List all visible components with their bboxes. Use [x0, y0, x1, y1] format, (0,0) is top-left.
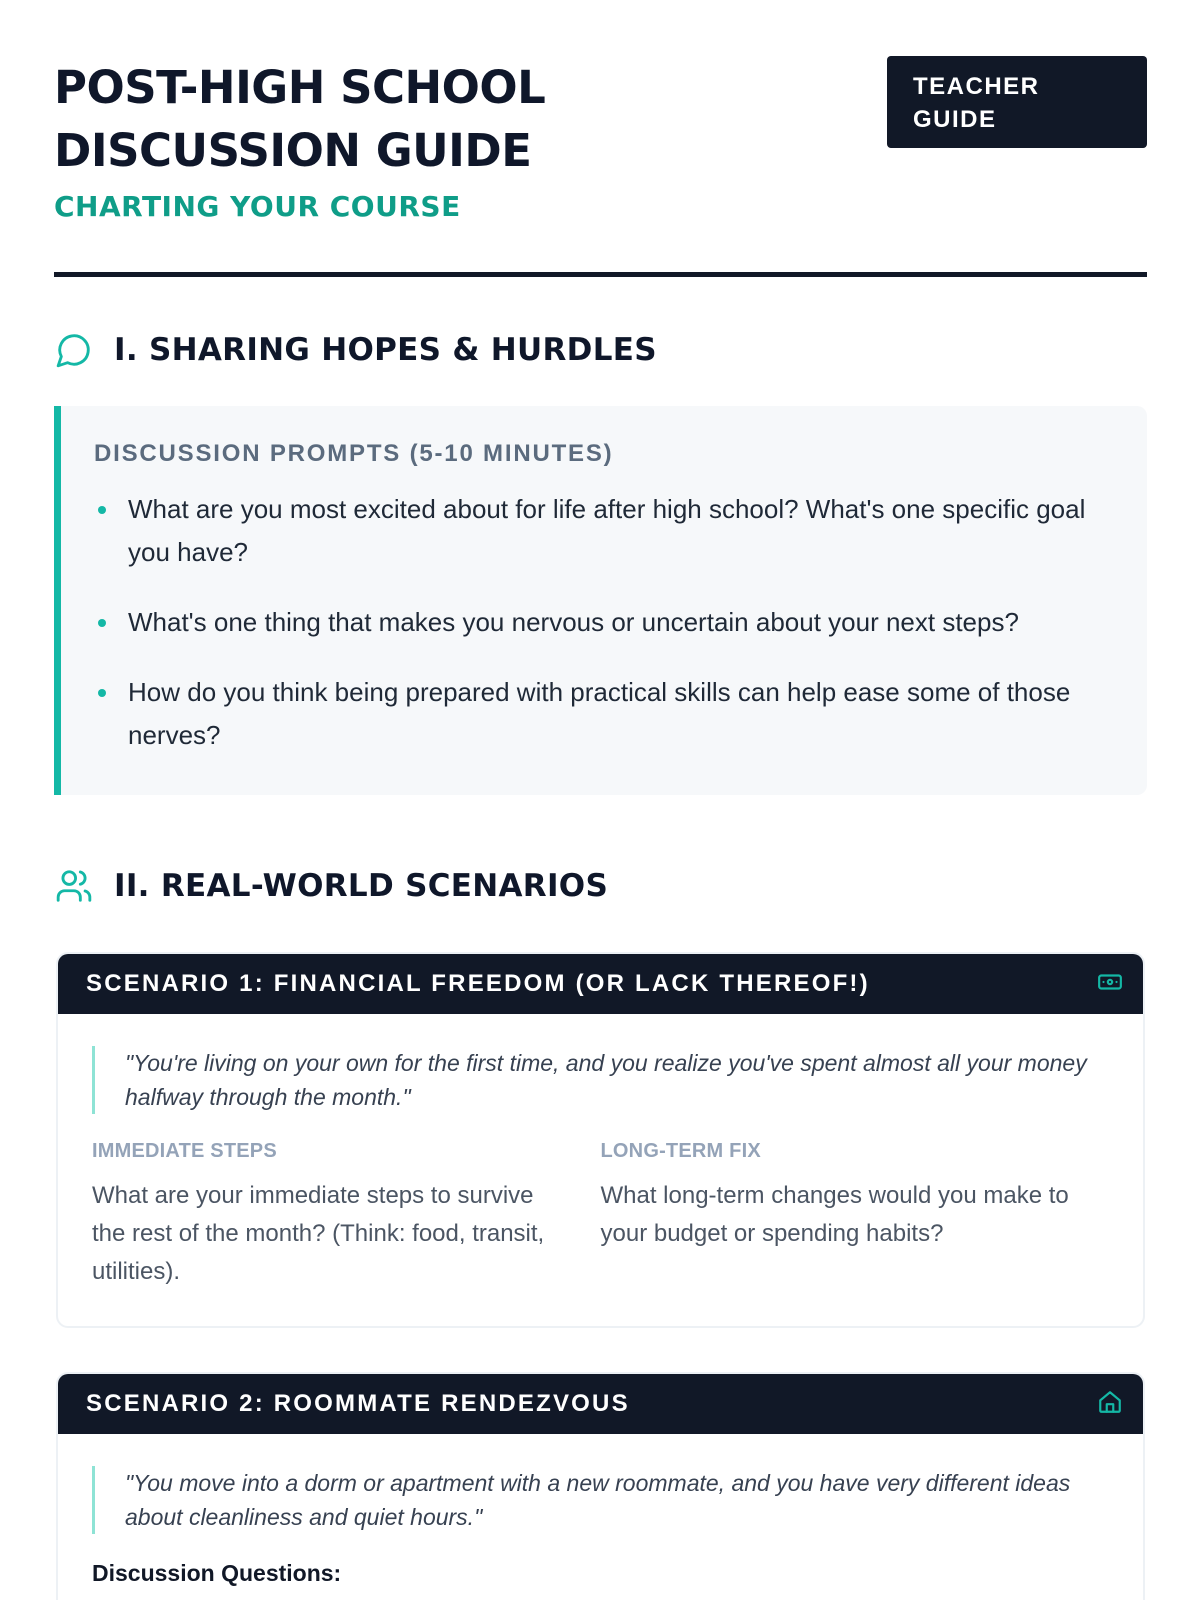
- immediate-steps-text: What are your immediate steps to survive the rest of the month? (Think: food, transit, utilities).: [92, 1182, 545, 1285]
- scenario-1-columns: [92, 1140, 1109, 1291]
- scenario-2-quote: "You move into a dorm or apartment with a new roommate, and you have very different ideas about cleanliness and quiet hours.": [92, 1466, 1109, 1534]
- scenario-1-header: [58, 954, 1143, 1014]
- page-title: [54, 56, 754, 182]
- prompts-label: DISCUSSION PROMPTS (5-10 MINUTES): [94, 440, 614, 467]
- long-term-fix-text: What long-term changes would you make to your budget or spending habits?: [600, 1182, 1069, 1247]
- prompt-item: What are you most excited about for life after high school? What's one specific goal you have?: [94, 488, 1117, 574]
- immediate-steps-label: IMMEDIATE STEPS: [92, 1140, 277, 1162]
- scenario-card-2: [56, 1372, 1145, 1600]
- users-icon: [54, 866, 94, 906]
- prompt-item: What's one thing that makes you nervous or uncertain about your next steps?: [94, 601, 1117, 644]
- section-2-heading: [54, 866, 608, 906]
- prompt-item: How do you think being prepared with practical skills can help ease some of those nerves?: [94, 671, 1117, 757]
- chat-bubble-icon: [54, 330, 94, 370]
- immediate-steps-column: [92, 1140, 601, 1291]
- title-line-2: DISCUSSION GUIDE: [54, 124, 532, 177]
- money-icon: [1097, 969, 1123, 1000]
- discussion-questions-label: Discussion Questions:: [92, 1560, 342, 1586]
- scenario-2-body: [58, 1434, 1143, 1587]
- teacher-guide-badge: [887, 56, 1147, 148]
- long-term-fix-column: [601, 1140, 1110, 1291]
- scenario-1-body: [58, 1014, 1143, 1291]
- home-icon: [1097, 1389, 1123, 1420]
- section-1-title: I. SHARING HOPES & HURDLES: [114, 332, 657, 368]
- section-2-title: II. REAL-WORLD SCENARIOS: [114, 868, 609, 904]
- badge-line-2: GUIDE: [913, 106, 997, 133]
- discussion-prompts-box: [54, 406, 1147, 795]
- header-divider: [54, 272, 1147, 277]
- scenario-1-quote: "You're living on your own for the first time, and you realize you've spent almost all your money halfway through the month.": [92, 1046, 1109, 1114]
- header: [54, 56, 1147, 274]
- title-line-1: POST-HIGH SCHOOL: [54, 61, 546, 114]
- scenario-card-1: [56, 952, 1145, 1328]
- prompts-list: [94, 488, 1117, 757]
- section-1-heading: [54, 330, 657, 370]
- scenario-2-title: SCENARIO 2: ROOMMATE RENDEZVOUS: [86, 1390, 630, 1417]
- badge-line-1: TEACHER: [913, 73, 1040, 100]
- scenario-1-title: SCENARIO 1: FINANCIAL FREEDOM (OR LACK THEREOF!): [86, 970, 870, 997]
- scenario-2-header: [58, 1374, 1143, 1434]
- long-term-fix-label: LONG-TERM FIX: [600, 1140, 761, 1162]
- page-subtitle: CHARTING YOUR COURSE: [54, 190, 461, 223]
